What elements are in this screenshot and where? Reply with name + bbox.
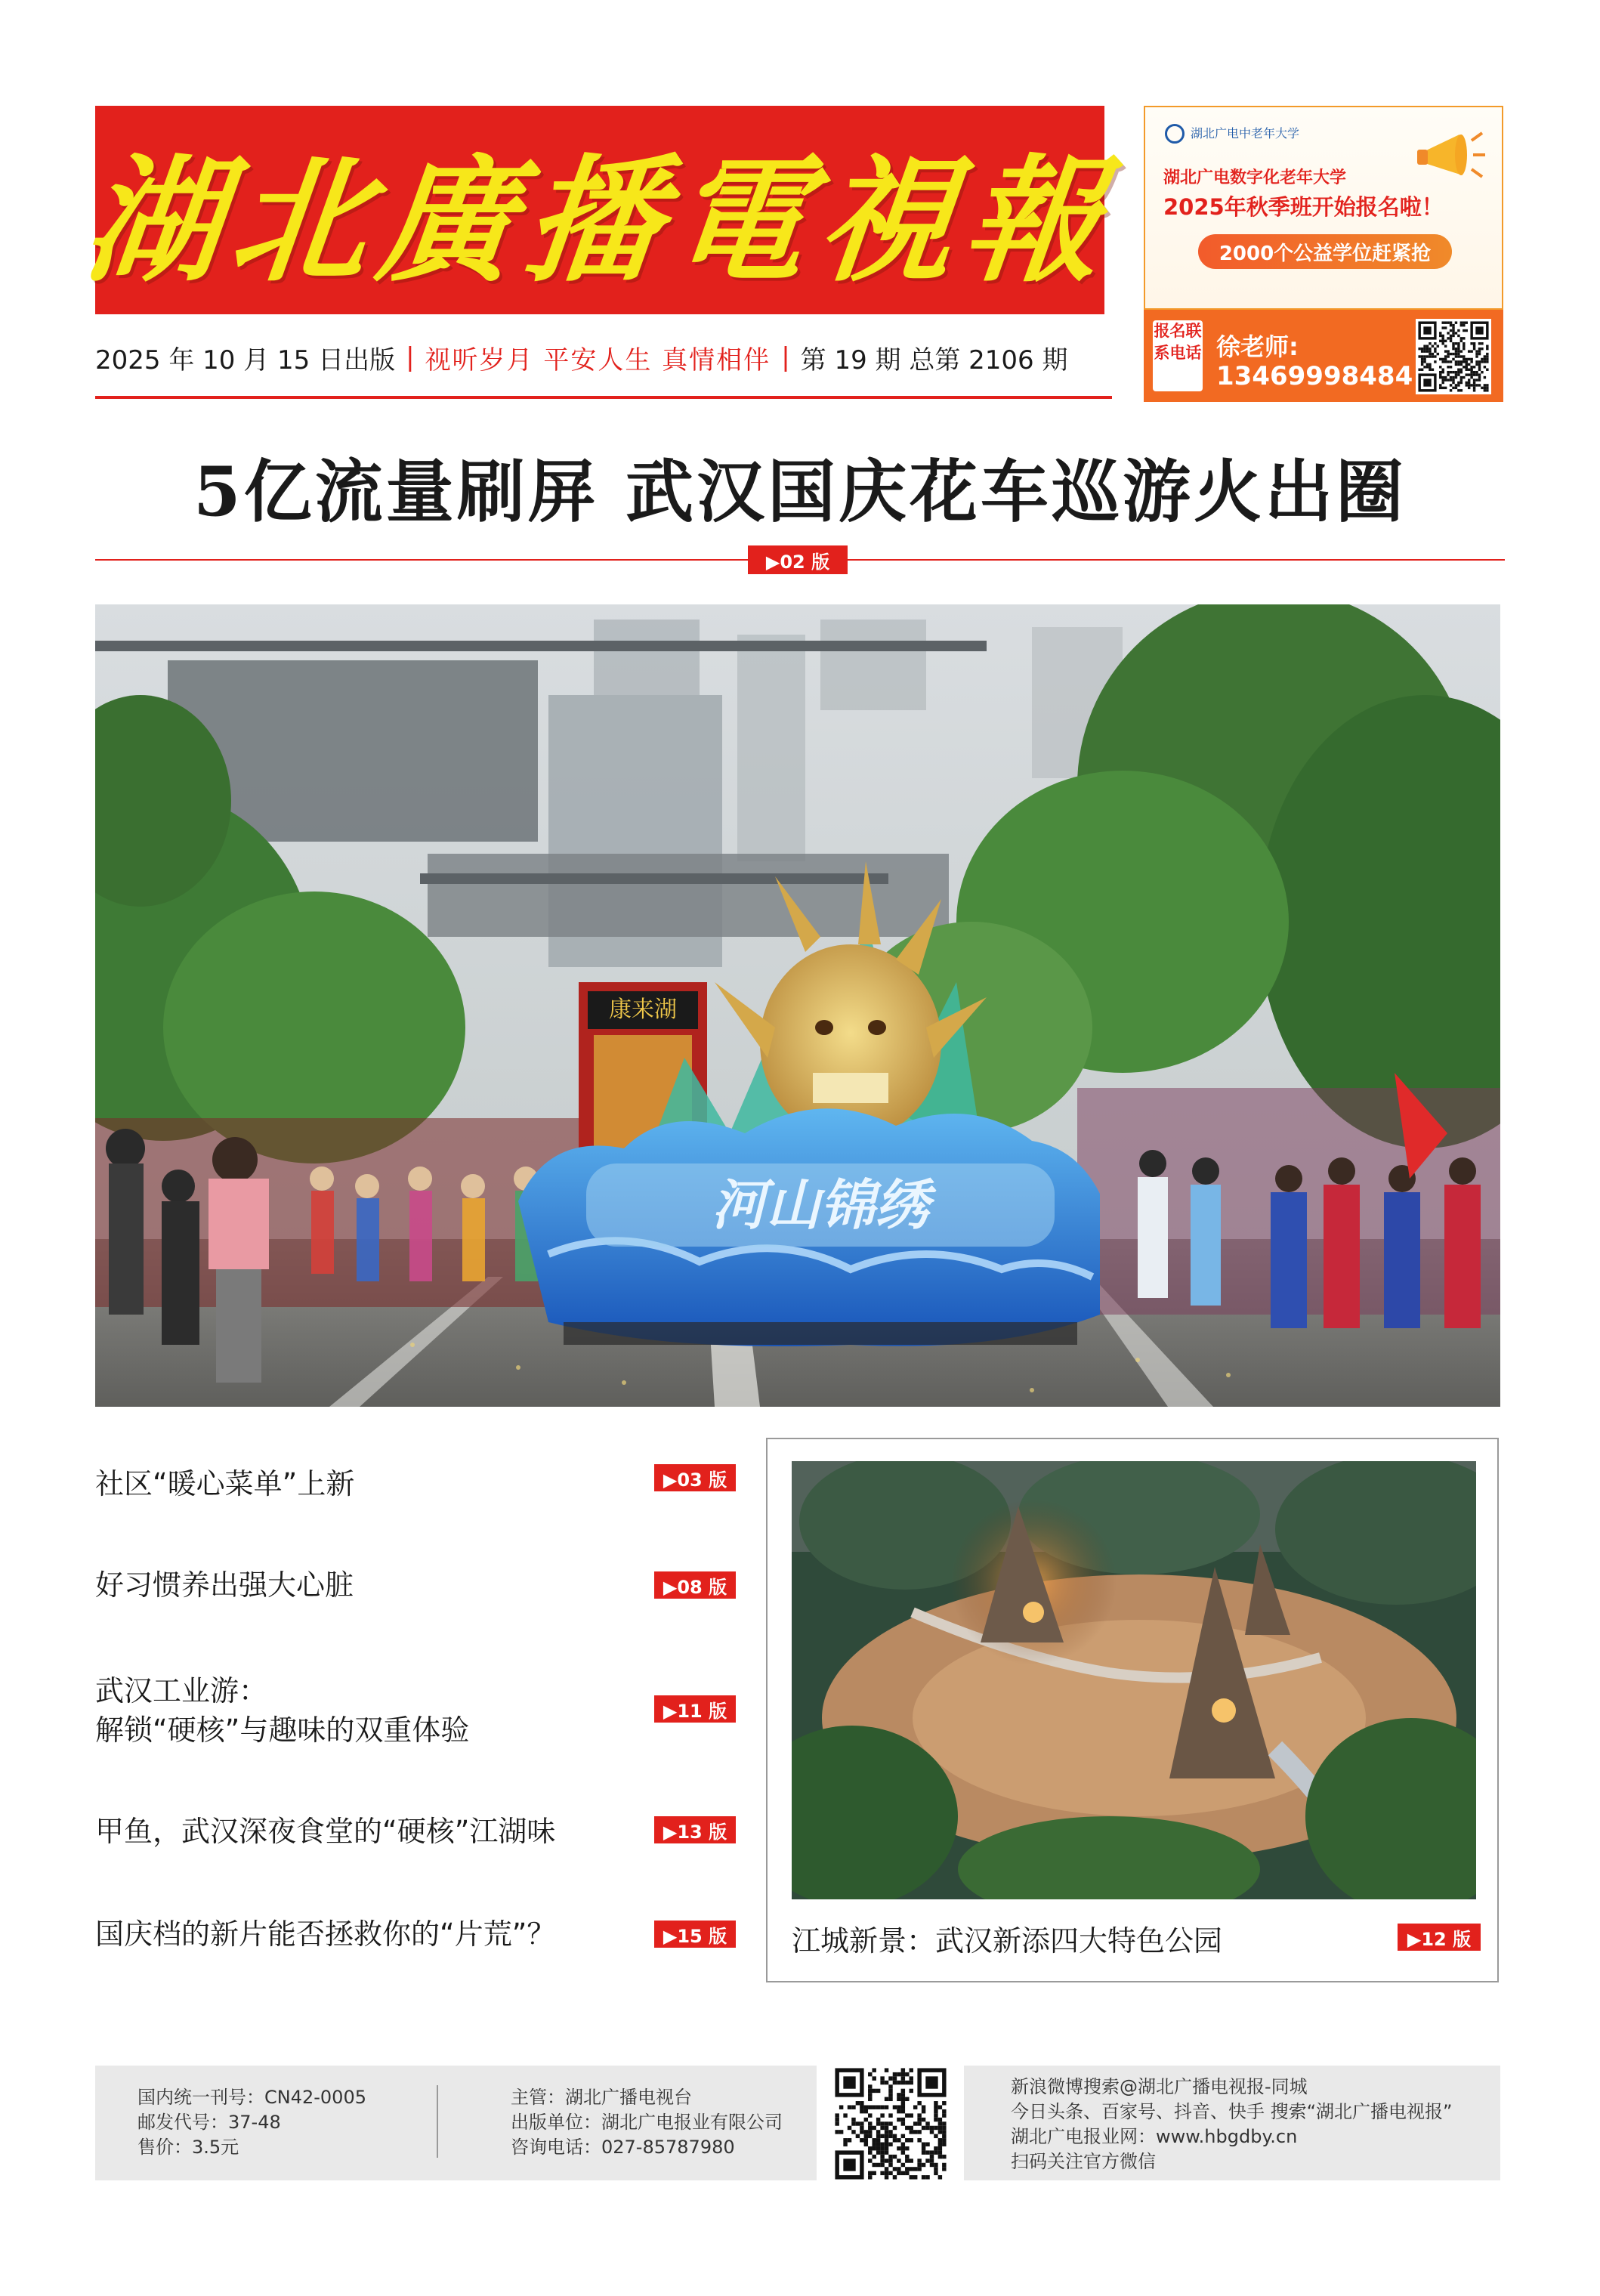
separator: |	[406, 342, 415, 372]
teaser-title: 好习惯养出强大心脏	[95, 1568, 354, 1602]
teaser-title: 武汉工业游：	[95, 1674, 268, 1707]
page-badge[interactable]: ▶13 版	[654, 1816, 736, 1843]
footer-line: 售价：3.5元	[137, 2137, 239, 2158]
teaser-title: 甲鱼，武汉深夜食堂的“硬核”江湖味	[95, 1815, 556, 1848]
page-badge[interactable]: ▶03 版	[654, 1464, 736, 1491]
teaser-item[interactable]	[95, 1914, 555, 1954]
footer-line: 主管：湖北广播电视台	[511, 2087, 692, 2108]
footer-info	[95, 2066, 817, 2180]
teaser-item[interactable]	[95, 1464, 354, 1503]
teaser-item[interactable]	[95, 1671, 469, 1750]
teaser-title: 解锁“硬核”与趣味的双重体验	[95, 1714, 470, 1747]
qr-code-icon[interactable]	[831, 2064, 950, 2183]
teaser-item[interactable]	[95, 1565, 354, 1605]
park-photo	[792, 1461, 1476, 1899]
page-badge[interactable]: ▶15 版	[654, 1921, 736, 1948]
issue-line	[95, 338, 1107, 376]
headline[interactable]: 5亿流量刷屏 武汉国庆花车巡游火出圈	[193, 452, 1407, 532]
ad-contact-bar[interactable]	[1144, 310, 1503, 402]
parade-photo	[95, 604, 1500, 1407]
issue-rule	[95, 396, 1112, 399]
page-badge[interactable]: ▶11 版	[654, 1695, 736, 1723]
university-logo-icon	[1165, 124, 1185, 144]
publish-date: 2025 年 10 月 15 日出版	[95, 345, 396, 375]
masthead	[77, 106, 1120, 314]
footer-line: 扫码关注官方微信	[1011, 2151, 1156, 2172]
footer-line: 出版单位：湖北广电报业有限公司	[511, 2112, 783, 2133]
ad-logo-text: 湖北广电中老年大学	[1191, 126, 1300, 141]
ad-contact-name: 徐老师:	[1216, 332, 1299, 361]
footer-line: 国内统一刊号：CN42-0005	[137, 2087, 366, 2108]
float-banner-text: 康来湖	[609, 997, 677, 1023]
footer-social	[964, 2066, 1500, 2180]
page-badge[interactable]: ▶02 版	[748, 545, 848, 574]
ad-line-1: 湖北广电数字化老年大学	[1163, 168, 1347, 187]
float-text: 河山锦绣	[711, 1173, 930, 1237]
footer-divider	[437, 2085, 438, 2158]
separator: |	[781, 342, 790, 372]
advertisement[interactable]	[1144, 106, 1503, 310]
inset-caption[interactable]: 江城新景：武汉新添四大特色公园	[792, 1924, 1223, 1958]
footer-line: 邮发代号：37-48	[137, 2112, 281, 2133]
ad-contact-phone: 13469998484	[1216, 361, 1413, 391]
teaser-item[interactable]	[95, 1812, 555, 1851]
newspaper-title: 湖北廣播電視報	[77, 141, 1120, 301]
ad-tag: 报名联系电话	[1153, 320, 1203, 391]
qr-code-icon[interactable]	[1416, 319, 1491, 394]
footer-publication-info	[137, 2085, 366, 2160]
footer-line: 咨询电话：027-85787980	[511, 2137, 735, 2158]
footer-line[interactable]: 湖北广电报业网：www.hbgdby.cn	[1011, 2126, 1298, 2147]
teaser-title: 社区“暖心菜单”上新	[95, 1467, 355, 1500]
footer-publisher-info	[511, 2085, 783, 2160]
megaphone-icon	[1414, 128, 1487, 189]
issue-number: 第 19 期 总第 2106 期	[800, 345, 1068, 375]
page-badge[interactable]: ▶12 版	[1398, 1924, 1481, 1951]
page-badge[interactable]: ▶08 版	[654, 1571, 736, 1599]
teaser-title: 国庆档的新片能否拯救你的“片荒”？	[95, 1917, 556, 1951]
footer-line: 新浪微博搜索@湖北广播电视报-同城	[1011, 2076, 1308, 2097]
ad-line-2: 2025年秋季班开始报名啦！	[1163, 194, 1444, 220]
footer-social-lines	[1011, 2075, 1453, 2174]
footer-line[interactable]: 今日头条、百家号、抖音、快手 搜索“湖北广播电视报”	[1011, 2101, 1453, 2122]
slogan: 视听岁月 平安人生 真情相伴	[425, 345, 771, 375]
ad-pill: 2000个公益学位赶紧抢	[1198, 234, 1452, 269]
